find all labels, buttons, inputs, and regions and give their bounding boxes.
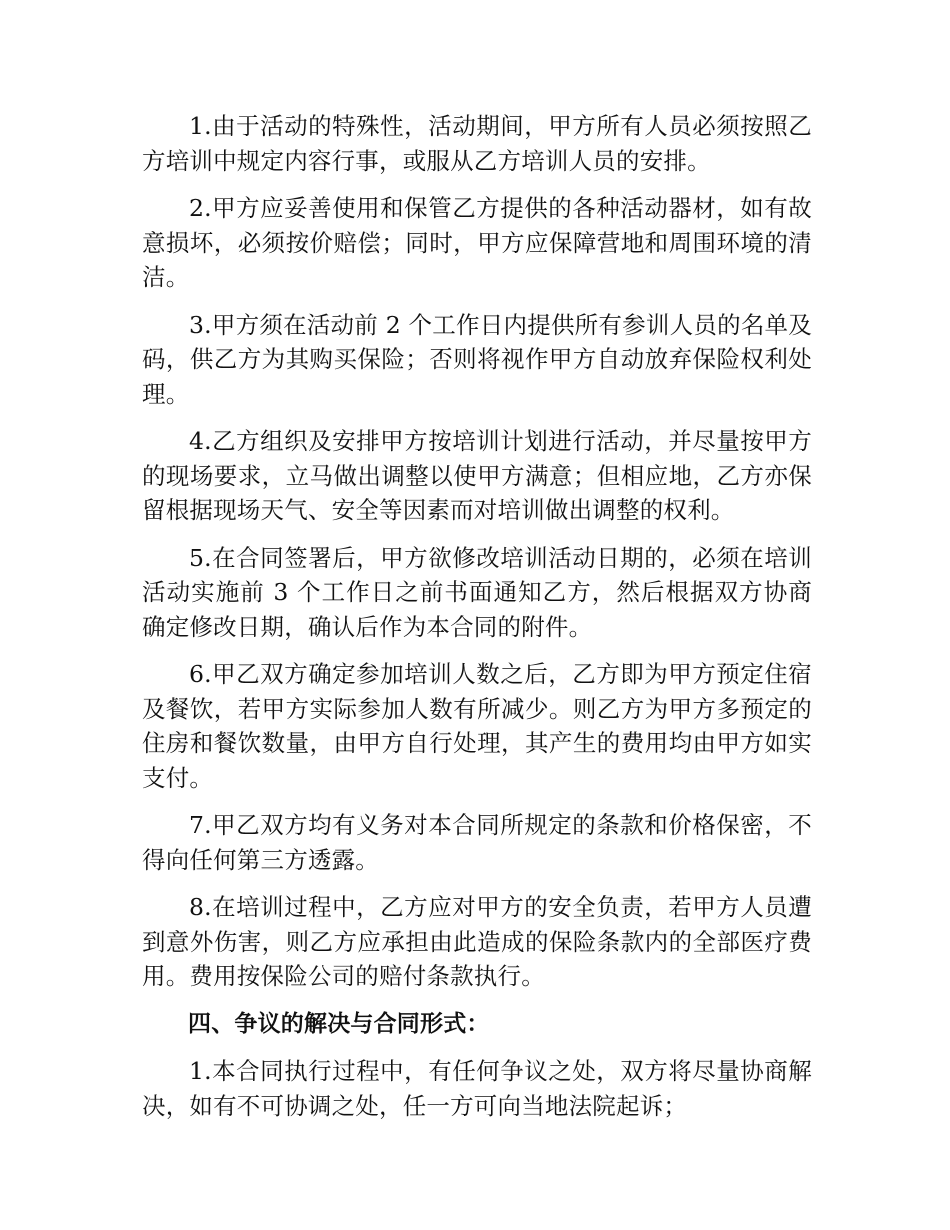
clause-3-2: 2.甲方应妥善使用和保管乙方提供的各种活动器材，如有故意损坏，必须按价赔偿；同时，甲方应保障营地和周围环境的清洁。 [142, 194, 812, 291]
section-4-heading: 四、争议的解决与合同形式： [188, 1010, 490, 1037]
clause-3-8: 8.在培训过程中，乙方应对甲方的安全负责，若甲方人员遭到意外伤害，则乙方应承担由此造成的保险条款内的全部医疗费用。费用按保险公司的赔付条款执行。 [142, 893, 812, 990]
clause-3-6: 6.甲乙双方确定参加培训人数之后，乙方即为甲方预定住宿及餐饮，若甲方实际参加人数有所减少。则乙方为甲方多预定的住房和餐饮数量，由甲方自行处理，其产生的费用均由甲方如实支付。 [142, 660, 812, 792]
clause-3-5: 5.在合同签署后，甲方欲修改培训活动日期的，必须在培训活动实施前 3 个工作日之前书面通知乙方，然后根据双方协商确定修改日期，确认后作为本合同的附件。 [142, 543, 812, 641]
clause-3-3: 3.甲方须在活动前 2 个工作日内提供所有参训人员的名单及码，供乙方为其购买保险；否则将视作甲方自动放弃保险权利处理。 [142, 310, 812, 408]
clause-3-7: 7.甲乙双方均有义务对本合同所规定的条款和价格保密，不得向任何第三方透露。 [142, 811, 812, 874]
document-page [142, 109, 812, 1136]
clause-3-1: 1.由于活动的特殊性，活动期间，甲方所有人员必须按照乙方培训中规定内容行事，或服从乙方培训人员的安排。 [142, 112, 812, 175]
clause-4-1: 1.本合同执行过程中，有任何争议之处，双方将尽量协商解决，如有不可协调之处，任一方可向当地法院起诉； [142, 1057, 812, 1120]
clause-3-4: 4.乙方组织及安排甲方按培训计划进行活动，并尽量按甲方的现场要求，立马做出调整以使甲方满意；但相应地，乙方亦保留根据现场天气、安全等因素而对培训做出调整的权利。 [142, 427, 812, 524]
